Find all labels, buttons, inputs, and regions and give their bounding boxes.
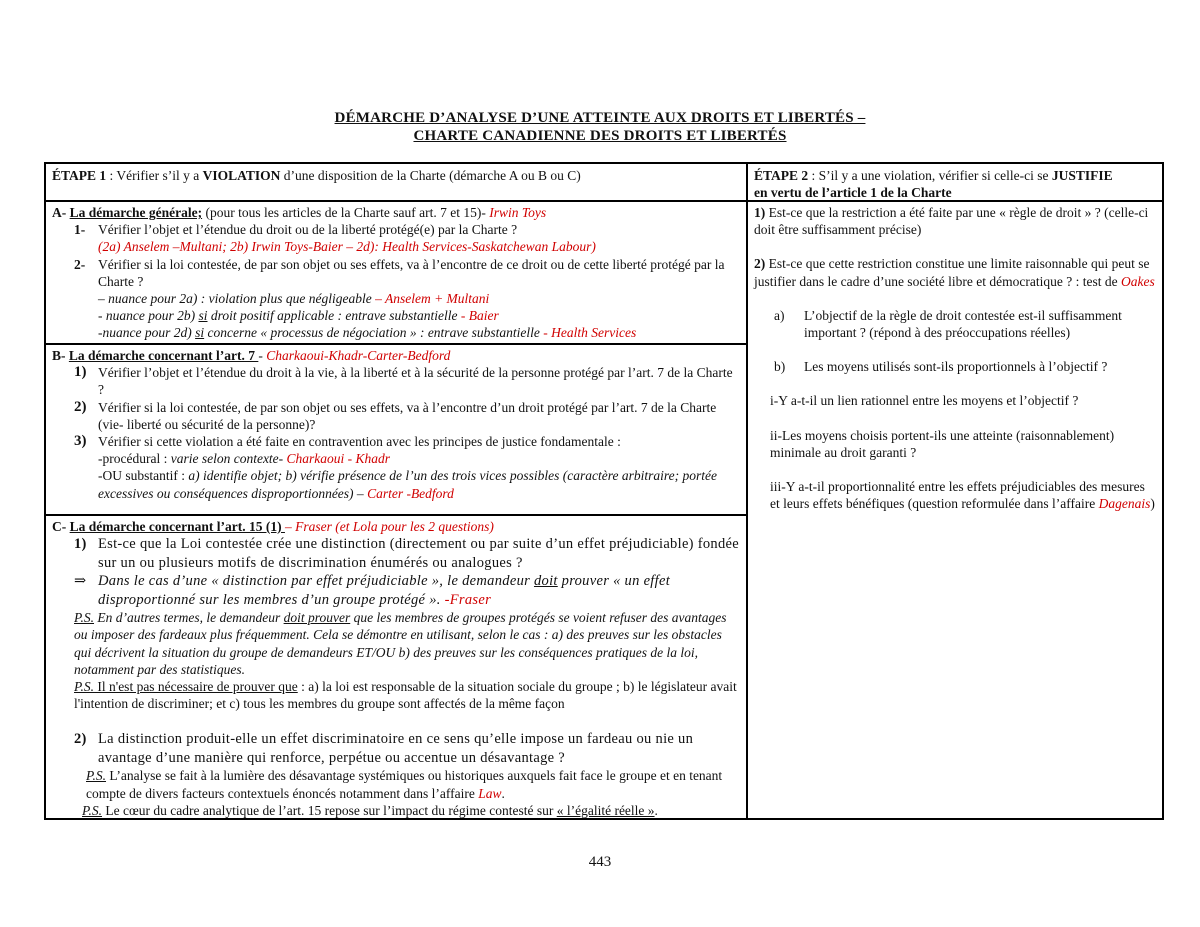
step2-question-2: 2) Est-ce que cette restriction constitue une limite raisonnable qui peut se justifier dans le cadre d’une société libre et démocratique ? : test de Oakes	[754, 256, 1155, 289]
section-a-case: Irwin Toys	[489, 205, 547, 220]
section-b-cases: Charkaoui-Khadr-Carter-Bedford	[266, 348, 451, 363]
section-a-item-1	[52, 221, 740, 238]
section-a-item-2-text: Vérifier si la loi contestée, de par son objet ou ses effets, va à l’encontre de ce droit ou de cette liberté protégé par la Charte ?	[98, 256, 725, 289]
step2-subtitle: en vertu de l’article 1 de la Charte	[754, 185, 952, 200]
section-b-procedural: -procédural : varie selon contexte- Charkaoui - Khadr	[98, 451, 391, 467]
step2-question-1: 1) Est-ce que la restriction a été faite par une « règle de droit » ? (celle-ci doit être suffisamment précise)	[754, 205, 1149, 238]
step2-header: ÉTAPE 2 : S’il y a une violation, vérifier si celle-ci se JUSTIFIE en vertu de l’article 1 de la Charte	[748, 164, 1162, 202]
step1-text-1: : Vérifier s’il y a	[106, 168, 203, 183]
step1-column	[46, 164, 748, 818]
analysis-table	[44, 162, 1164, 820]
section-b-item-2: 2) Vérifier si la loi contestée, de par son objet ou ses effets, va à l’encontre d’un droit protégé par l’art. 7 de la Charte (vie- liberté ou sécurité de la personne)?	[74, 398, 717, 432]
section-a-item-2-num: 2-	[74, 256, 86, 272]
section-a	[46, 202, 746, 345]
step2-item-ii: ii-Les moyens choisis portent-ils une atteinte (raisonnablement) minimale au droit garanti ?	[770, 427, 1115, 460]
section-c-ps-1: P.S. En d’autres termes, le demandeur doit prouver que les membres de groupes protégés se voient refuser des avantages ou imposer des fardeaux plus fréquemment. Cela se démontre en utilisant, selon le cas : a) des preuves sur les obstacles qui décrivent la situation du groupe de demandeurs ET/OU b) des preuves sur les conséquences pratiques de la loi, notamment par des statistiques.	[74, 610, 727, 677]
section-b-item-3: 3) Vérifier si cette violation a été faite en contravention avec les principes de justice fondamentale :	[74, 433, 621, 450]
section-c-cases: – Fraser (et Lola pour les 2 questions)	[284, 519, 494, 534]
step1-header	[46, 164, 746, 202]
section-b: B- La démarche concernant l’art. 7 - Charkaoui-Khadr-Carter-Bedford 1) Vérifier l’objet et l’étendue du droit à la vie, à la liberté et à la sécurité de la personne protégé par l’art. 7 de la Charte ? 2) Vérifier si la loi contestée, de par son objet ou ses effets, va à l’encontre d’un droit protégé par l’art. 7 de la Charte (vie- liberté ou sécurité de la personne)? 3) Vérifier si cette violation a été faite en contravention avec les principes de justice fondamentale : -procédural : varie selon contexte- Charkaoui - Khadr -OU substantif : a) identifie objet; b) vérifie présence de l’un des trois vices possibles (caractère arbitraire; portée excessives ou conséquences disproportionnées) – Carter -Bedford	[46, 345, 746, 516]
section-a-item-1-cases: (2a) Anselem –Multani; 2b) Irwin Toys-Baier – 2d): Health Services-Saskatchewan Labour)	[98, 239, 596, 255]
section-c: C- La démarche concernant l’art. 15 (1) – Fraser (et Lola pour les 2 questions) 1) Est-ce que la Loi contestée crée une distinction (directement ou par suite d’un effet préjudiciable) fondée sur un ou plusieurs motifs de discrimination énumérés ou analogues ? ⇒ Dans le cas d’une « distinction par effet préjudiciable », le demandeur doit prouver « un effet disproportionné sur les membres d’un groupe protégé ». -Fraser P.S. En d’autres termes, le demandeur doit prouver que les membres de groupes protégés se voient refuser des avantages ou imposer des fardeaux plus fréquemment. Cela se démontre en utilisant, selon le cas : a) des preuves sur les obstacles qui décrivent la situation du groupe de demandeurs ET/OU b) des preuves sur les conséquences pratiques de la loi, notamment par des statistiques. P.S. Il n'est pas nécessaire de prouver que : a) la loi est responsable de la situation sociale du groupe ; b) le législateur avait l'intention de discriminer; et c) tous les membres du groupe sont affectés de la même façon 2) La distinction produit-elle un effet discriminatoire en ce sens qu’elle impose un fardeau ou nie un avantage d’une manière qui renforce, perpétue ou accentue un désavantage ? P.S. L’analyse se fait à la lumière des désavantage systémiques ou historiques auxquels fait face le groupe et en tenant compte de divers facteurs contextuels énoncés notamment dans l’affaire Law. P.S. Le cœur du cadre analytique de l’art. 15 repose sur l’impact du régime contesté sur « l’égalité réelle ».	[52, 519, 739, 818]
section-c-ps-3: P.S. L’analyse se fait à la lumière des désavantage systémiques ou historiques auxquels fait face le groupe et en tenant compte de divers facteurs contextuels énoncés notamment dans l’affaire Law.	[86, 768, 723, 801]
step2-item-a: a) L’objectif de la règle de droit contestée est-il suffisamment important ? (répond à des préoccupations réelles)	[774, 307, 1122, 341]
step1-violation: VIOLATION	[202, 168, 281, 183]
step1-text-2: d’une disposition de la Charte (démarche A ou B ou C)	[280, 168, 581, 183]
section-a-heading: La démarche générale;	[69, 205, 203, 220]
step2-item-b: b) Les moyens utilisés sont-ils proportionnels à l’objectif ?	[774, 359, 1108, 375]
section-b-heading: La démarche concernant l’art. 7	[68, 348, 259, 363]
section-a-item-1-num: 1-	[74, 222, 86, 238]
section-c-ps-4: P.S. Le cœur du cadre analytique de l’art. 15 repose sur l’impact du régime contesté sur « l’égalité réelle ».	[82, 802, 658, 818]
document-title-line2: CHARTE CANADIENNE DES DROITS ET LIBERTÉS	[413, 128, 787, 144]
section-a-nuance-3: -nuance pour 2d) si concerne « processus de négociation » : entrave substantielle - Health Services	[98, 325, 637, 341]
step2-label: ÉTAPE 2	[754, 168, 809, 183]
page-number: 443	[588, 854, 612, 870]
document-title-line1: DÉMARCHE D’ANALYSE D’UNE ATTEINTE AUX DROITS ET LIBERTÉS –	[334, 110, 866, 126]
section-a-item-2	[52, 256, 740, 290]
section-b-substantive: -OU substantif : a) identifie objet; b) vérifie présence de l’un des trois vices possibles (caractère arbitraire; portée excessives ou conséquences disproportionnées) – Carter -Bedford	[98, 468, 717, 501]
section-a-nuance-1: – nuance pour 2a) : violation plus que négligeable – Anselem + Multani	[98, 291, 490, 307]
step2-column	[748, 164, 1162, 818]
section-a-item-1-text: Vérifier l’objet et l’étendue du droit ou de la liberté protégé(e) par la Charte ?	[98, 222, 518, 238]
step1-label: ÉTAPE 1	[52, 168, 107, 183]
section-c-ps-2: P.S. Il n'est pas nécessaire de prouver que : a) la loi est responsable de la situation sociale du groupe ; b) le législateur avait l'intention de discriminer; et c) tous les membres du groupe sont affectés de la même façon	[74, 679, 737, 712]
section-c-item-1: 1) Est-ce que la Loi contestée crée une distinction (directement ou par suite d’un effet préjudiciable) fondée sur un ou plusieurs motifs de discrimination énumérés ou analogues ?	[74, 536, 739, 571]
step2-item-i: i-Y a-t-il un lien rationnel entre les moyens et l’objectif ?	[770, 393, 1079, 409]
arrow-icon: ⇒	[74, 573, 87, 590]
section-c-heading: La démarche concernant l’art. 15 (1)	[69, 519, 285, 534]
step2-item-iii: iii-Y a-t-il proportionnalité entre les effets préjudiciables des mesures et leurs effets bénéfiques (question reformulée dans l’affaire Dagenais)	[770, 479, 1155, 512]
section-a-prefix: A-	[52, 205, 70, 220]
section-b-item-1: 1) Vérifier l’objet et l’étendue du droit à la vie, à la liberté et à la sécurité de la personne protégé par l’art. 7 de la Charte ?	[74, 364, 733, 398]
section-a-desc: (pour tous les articles de la Charte sauf art. 7 et 15)-	[202, 205, 490, 220]
section-a-nuance-2: - nuance pour 2b) si droit positif applicable : entrave substantielle - Baier	[98, 308, 499, 324]
section-c-item-2: 2) La distinction produit-elle un effet discriminatoire en ce sens qu’elle impose un fardeau ou nie un avantage d’une manière qui renforce, perpétue ou accentue un désavantage ?	[74, 731, 694, 766]
section-c-arrow-note: ⇒ Dans le cas d’une « distinction par effet préjudiciable », le demandeur doit prouver « un effet disproportionné sur les membres d’un groupe protégé ». -Fraser	[74, 573, 671, 608]
